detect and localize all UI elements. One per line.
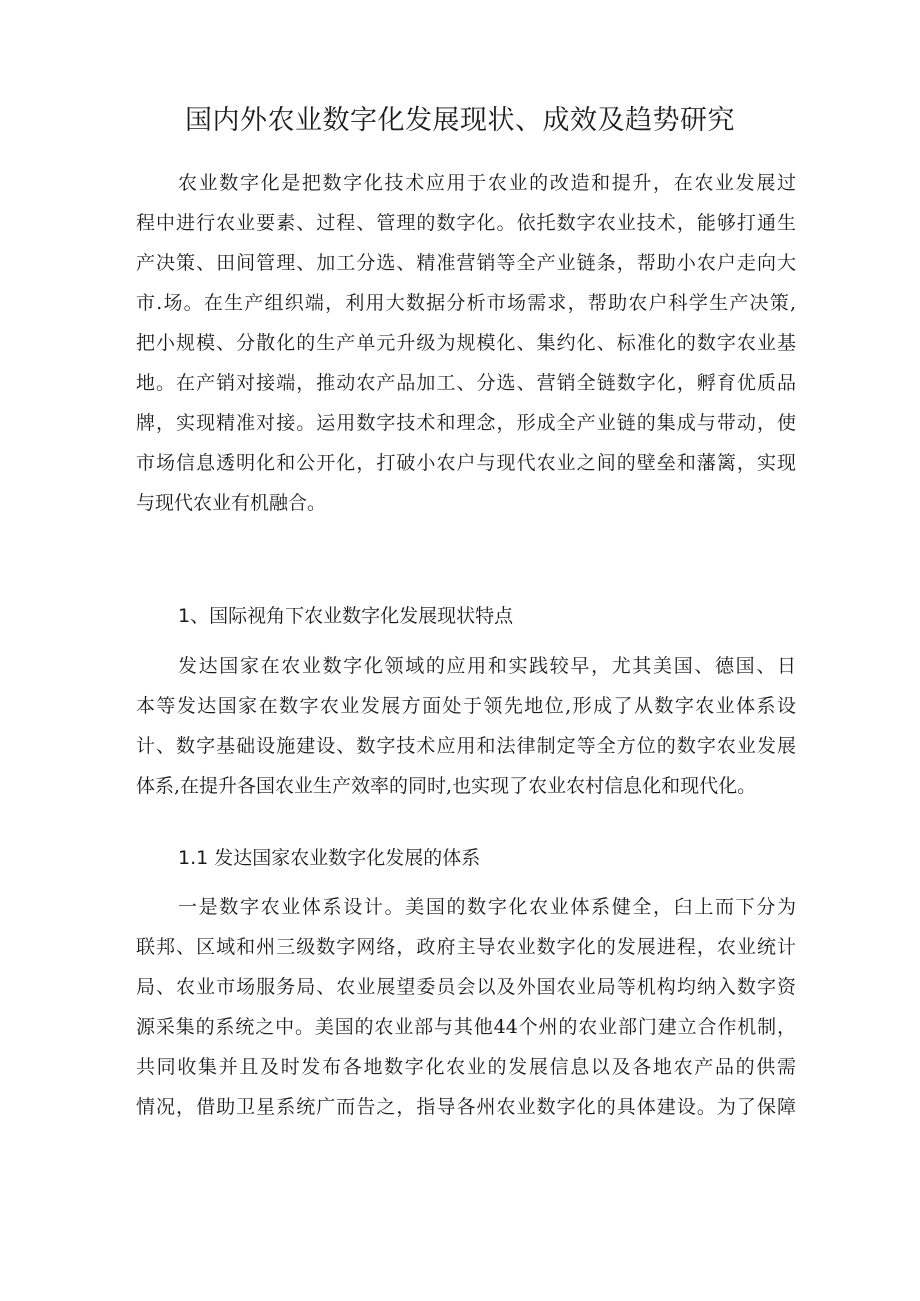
paragraph-line: 体系,在提升各国农业生产效率的同时,也实现了农业农村信息化和现代化。 <box>136 775 757 797</box>
section-heading-1: 1、国际视角下农业数字化发展现状特点 <box>178 605 514 627</box>
paragraph-line: 把小规模、分散化的生产单元升级为规模化、集约化、标准化的数字农业基 <box>136 332 796 354</box>
paragraph-line: 程中进行农业要素、过程、管理的数字化。依托数字农业技术，能够打通生 <box>136 212 796 234</box>
paragraph-line: 发达国家在农业数字化领域的应用和实践较早，尤其美国、德国、日 <box>178 655 796 677</box>
paragraph-intro <box>136 163 796 523</box>
paragraph-line: 产决策、田间管理、加工分选、精准营销等全产业链条，帮助小农户走向大 <box>136 252 796 274</box>
paragraph-line: 一是数字农业体系设计。美国的数字化农业体系健全，臼上而下分为 <box>178 896 796 918</box>
paragraph-line: 源采集的系统之中。美国的农业部与其他44个州的农业部门建立合作机制， <box>136 1016 796 1038</box>
paragraph-line: 与现代农业有机融合。 <box>136 492 327 514</box>
paragraph-line: 市.场。在生产组织端，利用大数据分析市场需求，帮助农户科学生产决策, <box>136 292 796 314</box>
paragraph-line: 联邦、区域和州三级数字网络，政府主导农业数字化的发展进程，农业统计 <box>136 936 796 958</box>
paragraph-line: 局、农业市场服务局、农业展望委员会以及外国农业局等机构均纳入数字资 <box>136 976 796 998</box>
paragraph-international <box>136 646 796 806</box>
paragraph-line: 计、数字基础设施建设、数字技术应用和法律制定等全方位的数字农业发展 <box>136 735 796 757</box>
paragraph-line: 牌，实现精准对接。运用数字技术和理念，形成全产业链的集成与带动，使 <box>136 412 796 434</box>
paragraph-line: 市场信息透明化和公开化，打破小农户与现代农业之间的壁垒和藩篱，实现 <box>136 452 796 474</box>
paragraph-line: 农业数字化是把数字化技术应用于农业的改造和提升，在农业发展过 <box>178 172 796 194</box>
document-title: 国内外农业数字化发展现状、成效及趋势研究 <box>185 105 735 136</box>
paragraph-system-design <box>136 887 796 1127</box>
section-heading-1-1: 1.1 发达国家农业数字化发展的体系 <box>178 847 481 869</box>
paragraph-line: 共同收集并且及时发布各地数字化农业的发展信息以及各地农产品的供需 <box>136 1056 796 1078</box>
paragraph-line: 本等发达国家在数字农业发展方面处于领先地位,形成了从数字农业体系设 <box>136 695 796 717</box>
paragraph-line: 情况，借助卫星系统广而告之，指导各州农业数字化的具体建设。为了保障 <box>136 1096 796 1118</box>
paragraph-line: 地。在产销对接端，推动农产品加工、分选、营销全链数字化，孵育优质品 <box>136 372 796 394</box>
